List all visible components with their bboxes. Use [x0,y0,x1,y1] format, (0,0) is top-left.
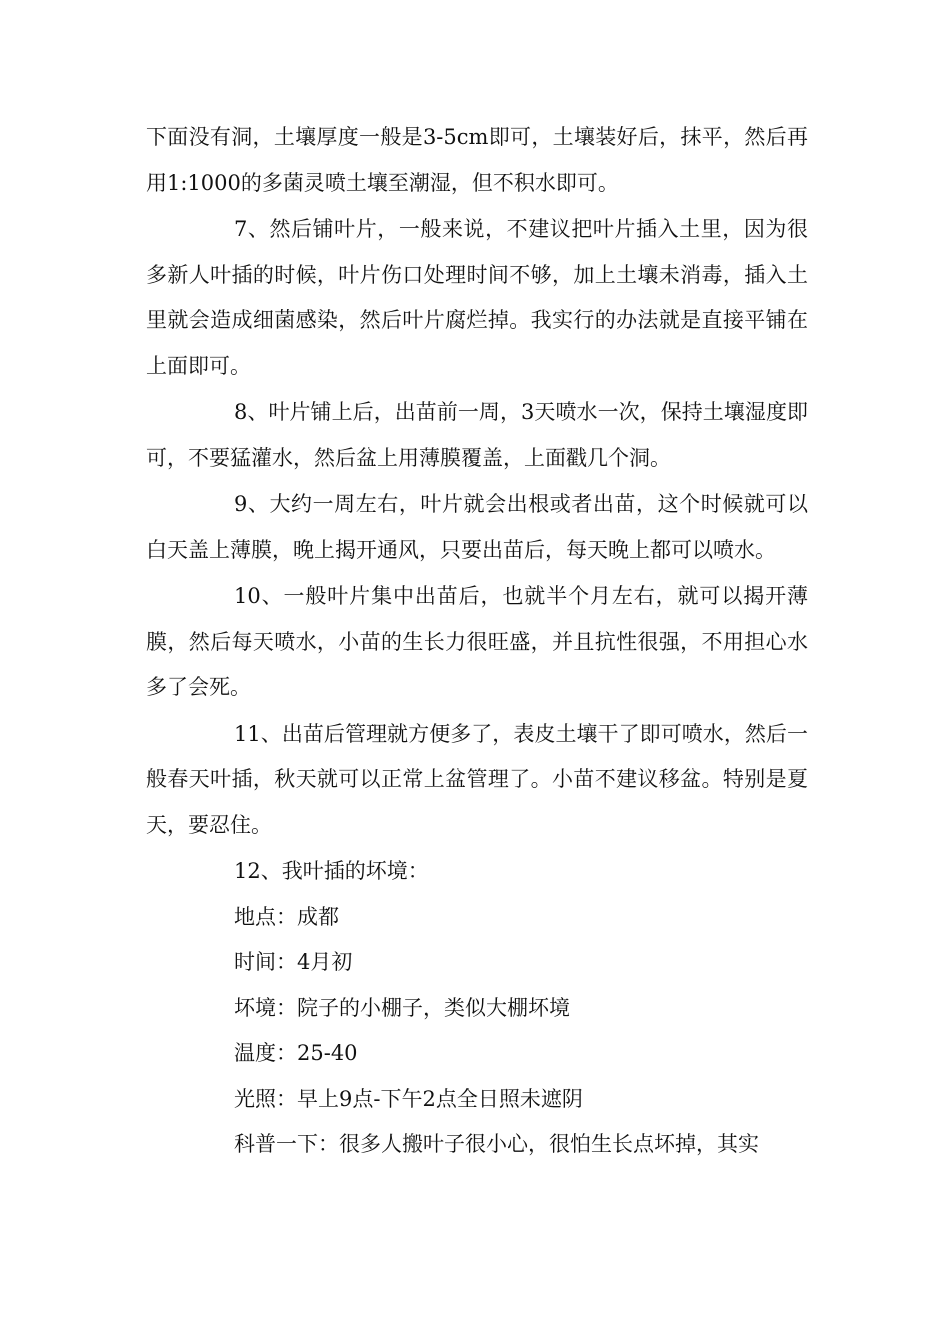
paragraph-step-7: 7、然后铺叶片，一般来说，不建议把叶片插入土里，因为很多新人叶插的时候，叶片伤口处理时间不够，加上土壤未消毒，插入土里就会造成细菌感染，然后叶片腐烂掉。我实行的办法就是直接平铺在上面即可。 [146,217,808,378]
environment-time: 时间：4月初 [234,950,353,974]
environment-heading: 12、我叶插的坏境： [234,859,429,883]
science-note: 科普一下：很多人搬叶子很小心，很怕生长点坏掉，其实 [234,1132,759,1156]
paragraph-step-8: 8、叶片铺上后，出苗前一周，3天喷水一次，保持土壤湿度即可，不要猛灌水，然后盆上用薄膜覆盖，上面戳几个洞。 [146,400,808,470]
paragraph-soil-continuation: 下面没有洞，土壤厚度一般是3-5cm即可，土壤装好后，抹平，然后再用1:1000的多菌灵喷土壤至潮湿，但不积水即可。 [146,125,808,195]
environment-temperature: 温度：25-40 [234,1041,358,1065]
document-body [146,115,808,1168]
paragraph-step-9: 9、大约一周左右，叶片就会出根或者出苗，这个时候就可以白天盖上薄膜，晚上揭开通风，只要出苗后，每天晚上都可以喷水。 [146,492,808,562]
paragraph-step-11: 11、出苗后管理就方便多了，表皮土壤干了即可喷水，然后一般春天叶插，秋天就可以正常上盆管理了。小苗不建议移盆。特别是夏天，要忍住。 [146,721,808,837]
environment-setting: 坏境：院子的小棚子，类似大棚坏境 [234,995,570,1020]
environment-location: 地点：成都 [234,904,339,929]
environment-light: 光照：早上9点-下午2点全日照未遮阴 [234,1086,583,1111]
paragraph-step-10: 10、一般叶片集中出苗后，也就半个月左右，就可以揭开薄膜，然后每天喷水，小苗的生长力很旺盛，并且抗性很强，不用担心水多了会死。 [146,584,808,699]
